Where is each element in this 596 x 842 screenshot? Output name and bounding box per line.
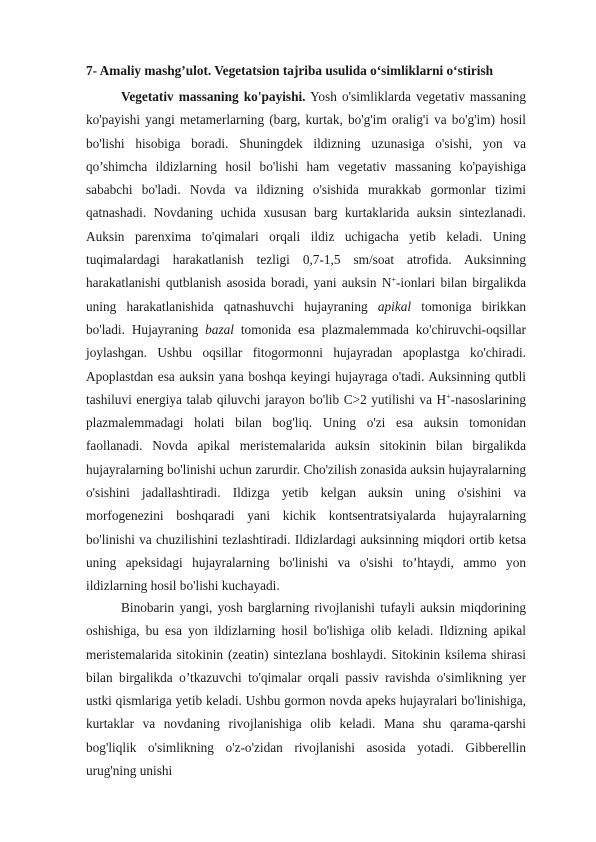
- paragraph-lead-term: Vegetativ massaning ko'payishi.: [121, 89, 306, 104]
- paragraph-text: -ionlari bilan birgalikda uning harakatlanishida qatnashuvchi hujayraning: [86, 275, 527, 314]
- italic-term: bazal: [205, 321, 234, 337]
- italic-term: apikal: [377, 298, 412, 314]
- paragraph-text: tomonida esa plazmalemmada ko'chiruvchi-oqsillar joylashgan. Ushbu oqsillar fitogormonni hujayradan apoplastga ko'chiradi. Apoplastdan esa auksin yana boshqa keyingi hujayraga o'tadi. Auksinning qutbli tashiluvi energiya talab qiluvchi jarayon bo'lib C>2 yutilishi va H: [86, 321, 526, 407]
- paragraph-1: [86, 85, 526, 598]
- paragraph-2: Binobarin yangi, yosh barglarning rivojlanishi tufayli auksin miqdorining oshishiga, bu esa yon ildizlarning hosil bo'lishiga olib keladi. Ildizning apikal meristemalarida sitokinin (zeatin) sintezlana boshlaydi. Sitokinin ksilema shirasi bilan birgalikda o’tkazuvchi to'qimalar orqali passiv ravishda o'simlikning yer ustki qismlariga yetib keladi. Ushbu gormon novda apeks hujayralari bo'linishiga, kurtaklar va novdaning rivojlanishiga olib keladi. Mana shu qarama-qarshi bog'liqlik o'simlikning o'z-o'zidan rivojlanishi asosida yotadi. Gibberellin urug'ning unishi: [86, 600, 526, 779]
- paragraph-text: Yosh o'simliklarda vegetativ massaning ko'payishi yangi metamerlarning (barg, kurtak, bo'g'im oralig'i va bo'g'im) hosil bo'lishi hisobiga boradi. Shuningdek ildizning uzunasiga o'sishi, yon va qo’shimcha ildizlarning hosil bo'lishi ham vegetativ massaning ko'payishiga sababchi bo'ladi. Novda va ildizning o'sishida murakkab gormonlar tizimi qatnashadi. Novdaning uchida xususan barg kurtaklarida auksin sintezlanadi. Auksin parenxima to'qimalari orqali ildiz uchigacha yetib keladi. Uning tuqimalardagi harakatlanish tezligi 0,7-1,5 sm/soat atrofida. Auksinning harakatlanishi qutblanish asosida boradi, yani auksin N: [86, 89, 526, 291]
- superscript: +: [446, 391, 451, 401]
- section-heading: 7- Amaliy mashg’ulot. Vegetatsion tajriba usulida o‘simliklarni o‘stirish: [86, 63, 494, 78]
- paragraph-text: tomoniga birikkan bo'ladi. Hujayraning: [86, 298, 527, 337]
- superscript: +: [391, 275, 396, 285]
- paragraph-text: -nasoslarining plazmalemmadagi holati bilan bog'liq. Uning o'zi esa auksin tomonidan faollanadi. Novda apikal meristemalarida auksin sitokinin bilan birgalikda hujayralarning bo'linishi uchun zarurdir. Cho'zilish zonasida auksin hujayralarning o'sishini jadallashtiradi. Ildizga yetib kelgan auksin uning o'sishini va morfogenezini boshqaradi yani kichik kontsentratsiyalarda hujayralarning bo'linishi va chuzilishini tezlashtiradi. Ildizlardagi auksinning miqdori ortib ketsa uning apeksidagi hujayralarning bo'linishi va o'sishi to’htaydi, ammo yon ildizlarning hosil bo'lishi kuchayadi.: [86, 391, 526, 594]
